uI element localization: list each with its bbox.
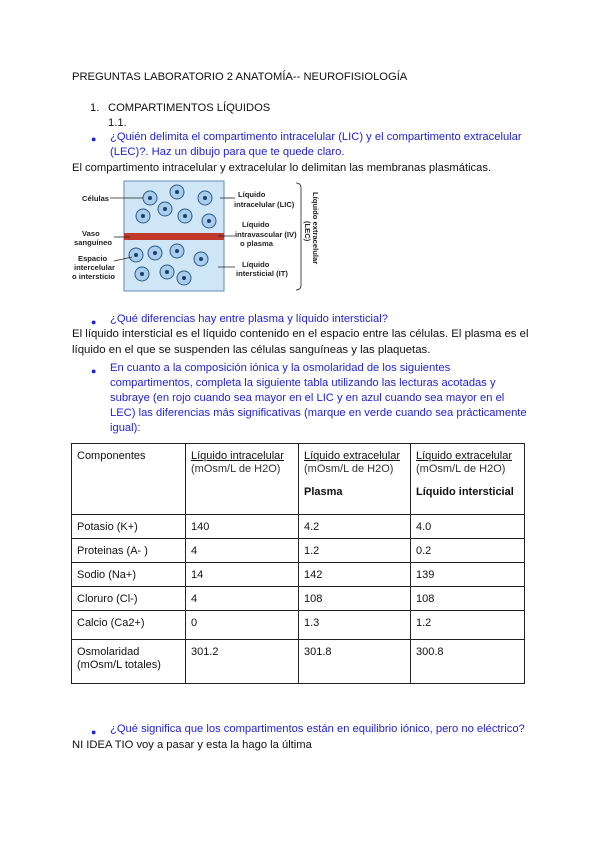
bullet-icon: ● [91,366,97,376]
table-row [72,611,525,640]
question-4: ¿Qué significa que los compartimentos están en equilibrio iónico, pero no eléctrico? [110,723,525,735]
subsection-number: 1.1. [108,117,127,129]
question-3-line-5: igual): [110,422,141,434]
cell-plasma: 142 [299,563,411,587]
liv-label-3: o plasma [240,239,273,248]
lec-vertical-label-2: (LEC) [303,221,312,242]
answer-2-line-1: El líquido intersticial es el líquido contenido en el espacio entre las células. El plasma es el [72,328,529,340]
blood-vessel [124,233,224,240]
liv-label-1: Líquido [242,220,270,229]
interstitial-space-label-2: intercelular [74,263,115,272]
liv-label-2: intravascular (IV) [235,230,297,239]
cell-lic: 14 [186,563,299,587]
answer-1: El compartimento intracelular y extracelular lo delimitan las membranas plasmáticas. [72,162,492,174]
fluid-compartments-diagram [70,179,340,297]
row-name: Proteinas (A- ) [72,539,186,563]
cell-interstitial: 4.0 [411,515,525,539]
cell-lic: 140 [186,515,299,539]
cell-interstitial: 1.2 [411,611,525,640]
bullet-icon: ● [91,134,97,144]
bullet-icon: ● [91,727,97,737]
cell-interstitial: 0.2 [411,539,525,563]
cell-plasma: 108 [299,587,411,611]
row-name: Sodio (Na+) [72,563,186,587]
header-plasma: Líquido extracelular (mOsm/L de H2O) Plasma [299,444,411,515]
question-3-line-4: LEC) las diferencias más significativas (marque en verde cuando sea prácticamente [110,407,527,419]
row-name: Potasio (K+) [72,515,186,539]
table-row-osmolarity [72,640,525,684]
cell-plasma: 1.2 [299,539,411,563]
cell-lic: 0 [186,611,299,640]
cell-interstitial: 139 [411,563,525,587]
composition-table [71,443,525,684]
row-name: Calcio (Ca2+) [72,611,186,640]
cell-lic: 4 [186,587,299,611]
cells-label: Células [82,194,110,203]
section-number: 1. [90,102,100,114]
table-row [72,563,525,587]
interstitial-space-label-3: o intersticio [72,272,116,281]
table-row [72,515,525,539]
vessel-label-2: sanguíneo [74,238,112,247]
cell-lic: 301.2 [186,640,299,684]
question-3-line-3: subraye (en rojo cuando sea mayor en el LIC y en azul cuando sea mayor en el [110,392,505,404]
table-header-row [72,444,525,515]
interstitial-space-label-1: Espacio [78,254,108,263]
lit-label-1: Líquido [242,260,270,269]
cell-plasma: 1.3 [299,611,411,640]
row-name: Osmolaridad (mOsm/L totales) [72,640,186,684]
question-2: ¿Qué diferencias hay entre plasma y líquido intersticial? [110,313,388,325]
cell-interstitial: 108 [411,587,525,611]
vessel-label-1: Vaso [82,229,100,238]
cell-plasma: 301.8 [299,640,411,684]
lit-label-2: intersticial (IT) [236,269,288,278]
lec-vertical-label-1: Líquido extracelular [311,192,320,265]
bullet-icon: ● [91,317,97,327]
question-1-line-2: (LEC)?. Haz un dibujo para que te quede claro. [110,146,345,158]
answer-4: NI IDEA TIO voy a pasar y esta la hago la última [72,739,312,751]
lic-label-1: Líquido [238,190,266,199]
header-interstitial: Líquido extracelular (mOsm/L de H2O) Líquido intersticial [411,444,525,515]
row-name: Cloruro (Cl-) [72,587,186,611]
question-3-line-1: En cuanto a la composición iónica y la osmolaridad de los siguientes [110,362,451,374]
table-row [72,539,525,563]
header-components: Componentes [72,444,186,515]
header-lic: Líquido intracelular (mOsm/L de H2O) [186,444,299,515]
question-3-line-2: compartimentos, completa la siguiente tabla utilizando las lecturas acotadas y [110,377,496,389]
lic-label-2: intracelular (LIC) [234,200,295,209]
answer-2-line-2: líquido en el que se suspenden las células sanguíneas y las plaquetas. [72,344,431,356]
cell-interstitial: 300.8 [411,640,525,684]
cell-lic: 4 [186,539,299,563]
question-1-line-1: ¿Quién delimita el compartimento intracelular (LIC) y el compartimento extracelular [110,131,522,143]
document-title: PREGUNTAS LABORATORIO 2 ANATOMÍA-- NEUROFISIOLOGÍA [72,71,408,83]
section-title: COMPARTIMENTOS LÍQUIDOS [108,102,271,114]
cell-plasma: 4.2 [299,515,411,539]
table-row [72,587,525,611]
